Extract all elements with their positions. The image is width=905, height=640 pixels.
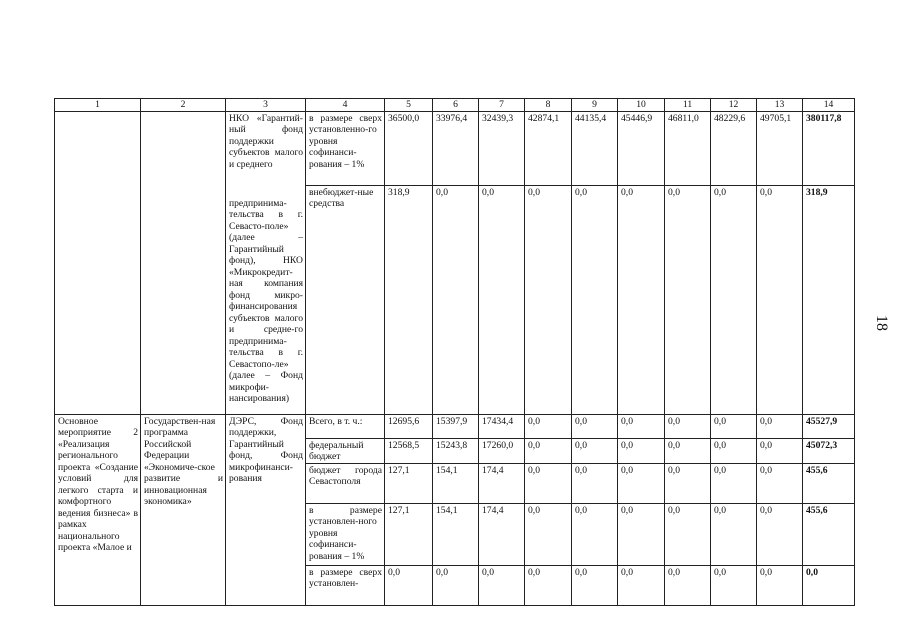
value-cell: 0,0 — [711, 414, 757, 438]
value-cell: 15397,9 — [433, 414, 479, 438]
program-cell: Государствен-ная программа Российской Федерации «Экономиче-ское развитие и инновационная экономика» — [141, 414, 226, 605]
header-cell: 5 — [385, 99, 433, 112]
value-cell: 17434,4 — [479, 414, 525, 438]
value-cell: 0,0 — [433, 185, 479, 414]
value-cell: 15243,8 — [433, 438, 479, 463]
value-cell: 0,0 — [525, 414, 572, 438]
value-cell: 46811,0 — [665, 111, 711, 185]
value-cell: 0,0 — [757, 503, 803, 565]
value-cell: 0,0 — [711, 438, 757, 463]
value-cell: 0,0 — [525, 463, 572, 503]
value-cell: 33976,4 — [433, 111, 479, 185]
value-cell: 127,1 — [385, 463, 433, 503]
value-cell: 0,0 — [757, 438, 803, 463]
header-cell: 6 — [433, 99, 479, 112]
value-cell: 12568,5 — [385, 438, 433, 463]
executor-text: НКО «Гарантий-ный фонд поддержки субъектов малого и среднего — [229, 112, 303, 170]
value-cell: 318,9 — [385, 185, 433, 414]
source-cell: федеральный бюджет — [306, 438, 385, 463]
page-number: 18 — [873, 315, 890, 331]
total-cell: 45527,9 — [803, 414, 855, 438]
value-cell: 0,0 — [711, 463, 757, 503]
value-cell: 0,0 — [572, 565, 618, 605]
value-cell: 44135,4 — [572, 111, 618, 185]
value-cell: 0,0 — [433, 565, 479, 605]
value-cell: 32439,3 — [479, 111, 525, 185]
header-row — [55, 99, 855, 112]
value-cell: 12695,6 — [385, 414, 433, 438]
value-cell: 0,0 — [757, 463, 803, 503]
source-cell: бюджет города Севастополя — [306, 463, 385, 503]
value-cell: 154,1 — [433, 463, 479, 503]
source-cell: в размере сверх установленно-го уровня софинанси-рования – 1% — [306, 111, 385, 185]
value-cell: 0,0 — [572, 463, 618, 503]
executor-cell: ДЭРС, Фонд поддержки, Гарантийный фонд, Фонд микрофинанси-рования — [226, 414, 306, 605]
value-cell: 0,0 — [525, 565, 572, 605]
total-cell: 455,6 — [803, 503, 855, 565]
value-cell: 42874,1 — [525, 111, 572, 185]
value-cell: 0,0 — [479, 565, 525, 605]
header-cell: 11 — [665, 99, 711, 112]
value-cell: 0,0 — [757, 414, 803, 438]
value-cell: 0,0 — [665, 414, 711, 438]
value-cell: 0,0 — [665, 503, 711, 565]
source-cell: в размере сверх установлен- — [306, 565, 385, 605]
value-cell: 0,0 — [757, 185, 803, 414]
header-cell: 12 — [711, 99, 757, 112]
value-cell: 0,0 — [665, 463, 711, 503]
value-cell: 0,0 — [618, 438, 665, 463]
value-cell: 174,4 — [479, 503, 525, 565]
header-cell: 13 — [757, 99, 803, 112]
header-cell: 3 — [226, 99, 306, 112]
header-cell: 4 — [306, 99, 385, 112]
value-cell: 0,0 — [618, 185, 665, 414]
activity-cell: Основное мероприятие 2 «Реализация регионального проекта «Создание условий для легкого старта и комфортного ведения бизнеса» в рамках национального проекта «Малое и — [55, 414, 141, 605]
value-cell: 0,0 — [479, 185, 525, 414]
value-cell: 36500,0 — [385, 111, 433, 185]
budget-table — [54, 98, 855, 606]
value-cell: 0,0 — [757, 565, 803, 605]
total-cell: 0,0 — [803, 565, 855, 605]
source-cell: в размере установлен-ного уровня софинанси-рования – 1% — [306, 503, 385, 565]
value-cell: 174,4 — [479, 463, 525, 503]
value-cell: 0,0 — [618, 565, 665, 605]
value-cell: 127,1 — [385, 503, 433, 565]
value-cell: 0,0 — [572, 414, 618, 438]
value-cell: 0,0 — [665, 438, 711, 463]
table-row — [55, 111, 855, 185]
header-cell: 8 — [525, 99, 572, 112]
value-cell: 0,0 — [665, 185, 711, 414]
value-cell: 0,0 — [572, 185, 618, 414]
value-cell: 0,0 — [525, 503, 572, 565]
value-cell: 48229,6 — [711, 111, 757, 185]
value-cell: 0,0 — [711, 185, 757, 414]
header-cell: 2 — [141, 99, 226, 112]
header-cell: 14 — [803, 99, 855, 112]
value-cell: 0,0 — [572, 503, 618, 565]
value-cell: 0,0 — [618, 414, 665, 438]
value-cell: 17260,0 — [479, 438, 525, 463]
activity-cell — [55, 111, 141, 414]
total-cell: 318,9 — [803, 185, 855, 414]
value-cell: 45446,9 — [618, 111, 665, 185]
value-cell: 0,0 — [525, 185, 572, 414]
source-cell: внебюджет-ные средства — [306, 185, 385, 414]
value-cell: 0,0 — [665, 565, 711, 605]
header-cell: 9 — [572, 99, 618, 112]
header-cell: 10 — [618, 99, 665, 112]
value-cell: 49705,1 — [757, 111, 803, 185]
program-cell — [141, 111, 226, 414]
value-cell: 154,1 — [433, 503, 479, 565]
value-cell: 0,0 — [711, 565, 757, 605]
total-cell: 45072,3 — [803, 438, 855, 463]
source-cell: Всего, в т. ч.: — [306, 414, 385, 438]
total-cell: 455,6 — [803, 463, 855, 503]
executor-cell — [226, 111, 306, 414]
executor-text: предпринима-тельства в г. Севасто-поле» (далее – Гарантийный фонд), НКО «Микрокредит-ная компания фонд микро-финансирования субъектов малого и средне-го предпринима-тельства в г. Севастопо-ле» (далее – Фонд микрофи-нансирования) — [229, 197, 303, 404]
value-cell: 0,0 — [618, 503, 665, 565]
header-cell: 1 — [55, 99, 141, 112]
value-cell: 0,0 — [385, 565, 433, 605]
header-cell: 7 — [479, 99, 525, 112]
value-cell: 0,0 — [711, 503, 757, 565]
table-row — [55, 414, 855, 438]
value-cell: 0,0 — [525, 438, 572, 463]
value-cell: 0,0 — [618, 463, 665, 503]
value-cell: 0,0 — [572, 438, 618, 463]
total-cell: 380117,8 — [803, 111, 855, 185]
